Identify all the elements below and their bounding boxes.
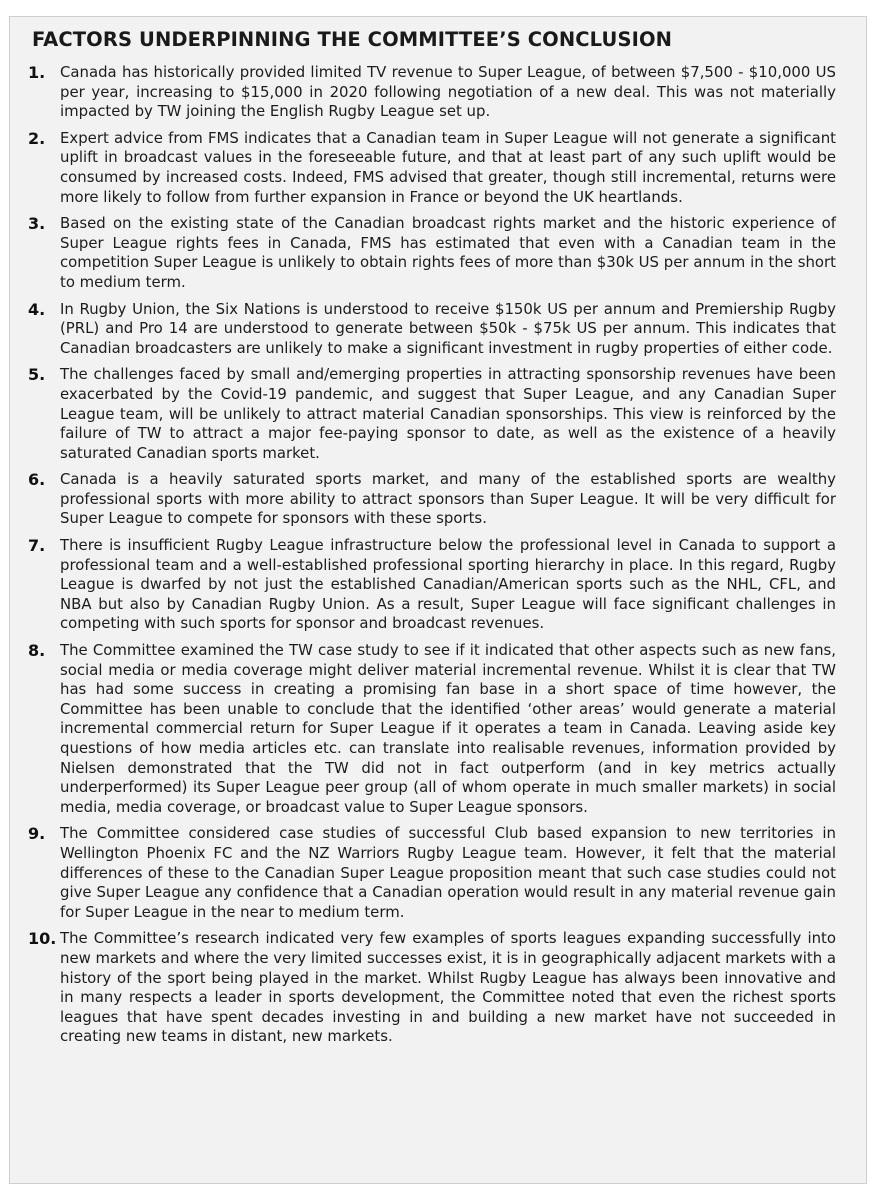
item-text: In Rugby Union, the Six Nations is understood to receive $150k US per annum and Premiership Rugby (PRL) and Pro 14 are understood to generate between $50k - $75k US per annum. This indicates that Canadian broadcasters are unlikely to make a significant investment in rugby properties of either code.	[60, 299, 836, 357]
item-text: Expert advice from FMS indicates that a Canadian team in Super League will not generate a significant uplift in broadcast values in the foreseeable future, and that at least part of any such uplift would be consumed by increased costs. Indeed, FMS advised that greater, though still incremental, returns were more likely to follow from further expansion in France or beyond the UK heartlands.	[60, 128, 836, 206]
list-item-1	[28, 63, 836, 122]
page-title: FACTORS UNDERPINNING THE COMMITTEE’S CONCLUSION	[32, 28, 673, 51]
item-number: 1.	[28, 63, 46, 82]
item-number: 7.	[28, 536, 46, 556]
item-text: Based on the existing state of the Canadian broadcast rights market and the historic experience of Super League rights fees in Canada, FMS has estimated that even with a Canadian team in the competition Super League is unlikely to obtain rights fees of more than $30k US per annum in the short to medium term.	[60, 214, 836, 291]
list-item-8	[28, 641, 836, 817]
item-number: 8.	[28, 641, 46, 661]
item-number: 5.	[28, 365, 46, 385]
item-text: The challenges faced by small and/emerging properties in attracting sponsorship revenues have been exacerbated by the Covid-19 pandemic, and suggest that Super League, and any Canadian Super League team, will be unlikely to attract material Canadian sponsorships. This view is reinforced by the failure of TW to attract a major fee-paying sponsor to date, as well as the existence of a heavily saturated Canadian sports market.	[60, 365, 836, 462]
item-text: Canada is a heavily saturated sports market, and many of the established sports are wealthy professional sports with more ability to attract sponsors than Super League. It will be very difficult for Super League to compete for sponsors with these sports.	[60, 470, 836, 528]
item-text: Canada has historically provided limited TV revenue to Super League, of between $7,500 - $10,000 US per year, increasing to $15,000 in 2020 following negotiation of a new deal. This was not materially impacted by TW joining the English Rugby League set up.	[60, 63, 836, 121]
list-item-2	[28, 129, 836, 207]
list-item-6	[28, 470, 836, 529]
item-number: 3.	[28, 214, 46, 234]
item-text: There is insufficient Rugby League infrastructure below the professional level in Canada to support a professional team and a well-established professional sporting hierarchy in place. In this regard, Rugby League is dwarfed by not just the established Canadian/American sports such as the NHL, CFL, and NBA but also by Canadian Rugby Union. As a result, Super League will face significant challenges in competing with such sports for sponsor and broadcast revenues.	[60, 536, 836, 633]
item-number: 2.	[28, 128, 46, 148]
item-number: 10.	[28, 929, 57, 949]
item-number: 4.	[28, 299, 46, 319]
conclusion-panel	[9, 16, 867, 1184]
list-item-5	[28, 365, 836, 463]
item-text: The Committee examined the TW case study to see if it indicated that other aspects such as new fans, social media or media coverage might deliver material incremental revenue. Whilst it is clear that TW has had some success in creating a promising fan base in a short space of time however, the Committee has been unable to conclude that the identified ‘other areas’ would generate a material incremental commercial return for Super League if it operates a team in Canada. Leaving aside key questions of how media articles etc. can translate into realisable revenues, information provided by Nielsen demonstrated that the TW did not in fact outperform (and in key metrics actually underperformed) its Super League peer group (all of whom operate in much smaller markets) in social media, media coverage, or broadcast value to Super League sponsors.	[60, 641, 836, 816]
item-text: The Committee’s research indicated very few examples of sports leagues expanding successfully into new markets and where the very limited successes exist, it is in geographically adjacent markets with a history of the sport being played in the market. Whilst Rugby League has always been innovative and in many respects a leader in sports development, the Committee noted that even the richest sports leagues that have spent decades investing in and building a new market have not succeeded in creating new teams in distant, new markets.	[60, 929, 836, 1046]
item-text: The Committee considered case studies of successful Club based expansion to new territories in Wellington Phoenix FC and the NZ Warriors Rugby League team. However, it felt that the material differences of these to the Canadian Super League proposition meant that such case studies could not give Super League any confidence that a Canadian operation would result in any material revenue gain for Super League in the near to medium term.	[60, 824, 836, 921]
list-item-3	[28, 214, 836, 292]
factors-list	[28, 63, 836, 1054]
list-item-9	[28, 824, 836, 922]
item-number: 9.	[28, 824, 46, 844]
item-number: 6.	[28, 470, 46, 490]
list-item-7	[28, 536, 836, 634]
list-item-10	[28, 929, 836, 1047]
list-item-4	[28, 300, 836, 359]
